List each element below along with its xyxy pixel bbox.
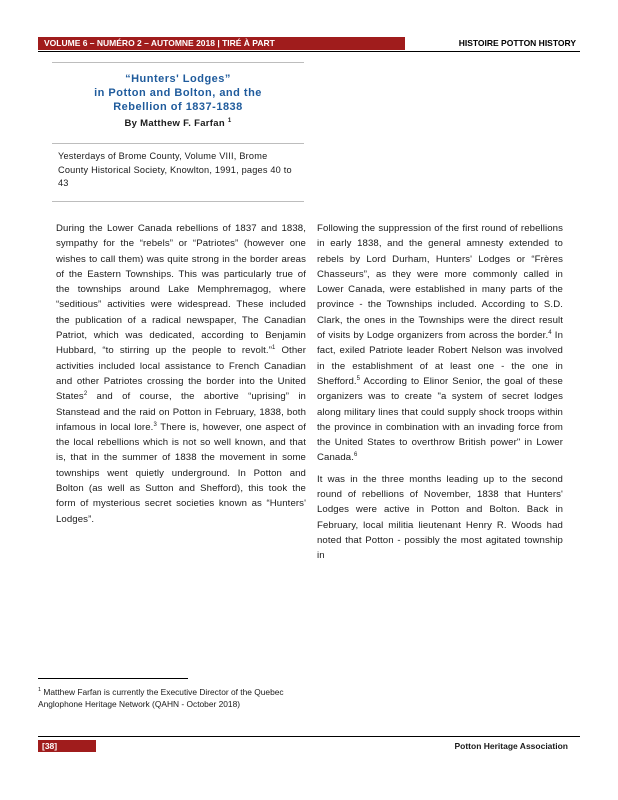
footnote-ref: 4 — [548, 329, 552, 336]
source-citation: Yesterdays of Brome County, Volume VIII, Brome County Historical Society, Knowlton, 1991, pages 40 to 43 — [52, 143, 304, 202]
footer-rule — [38, 736, 580, 737]
footnote-ref: 5 — [356, 375, 361, 382]
publication-name: HISTOIRE POTTON HISTORY — [458, 38, 576, 48]
text-run: During the Lower Canada rebellions of 1837 and 1838, sympathy for the “rebels” or “Patriotes” (however one wishes to call them) was quite strong in the border areas of the Eastern Townships. This was particularly true of the townships around Lake Memphremagog, where “seditious” activities were widespread. These included the publication of a radical newspaper, The Canadian Patriot, which was dedicated, according to Benjamin Hubbard, “to stirring up the people to revolt.” — [56, 223, 306, 357]
text-run: Other activities included local assistance to French Canadian and other Patriotes crossing the border into the United States — [56, 345, 306, 403]
footnote-text: Matthew Farfan is currently the Executive Director of the Quebec Anglophone Heritage Network (QAHN - October 2018) — [38, 686, 284, 709]
footnote-ref: 2 — [83, 391, 88, 398]
byline — [52, 118, 304, 129]
text-run: Following the suppression of the first round of rebellions in early 1838, and the general amnesty extended to rebels by Lord Durham, Hunters' Lodges or “Frères Chasseurs”, as they were more commonly called in Lower Canada, were established in many parts of the province - the Townships included. According to S.D. Clark, the ones in the Townships were the direct result of visits by Lodge organizers from across the border. — [317, 223, 563, 342]
article-title — [52, 72, 304, 114]
text-run: There is, however, one aspect of the local rebellions which is not so well known, and that is, that in the summer of 1838 the movement in some townships went quietly underground. In Potton and Bolton (as well as Sutton and Shefford), this took the form of mysterious secret societies known as “Hunters' Lodges”. — [56, 421, 306, 525]
article-title-block — [52, 62, 304, 129]
footnote-rule — [38, 678, 188, 679]
footnote — [38, 684, 298, 710]
issue-banner: VOLUME 6 – NUMÉRO 2 – AUTOMNE 2018 | TIRÉ À PART — [38, 37, 405, 50]
footnote-ref: 3 — [153, 421, 157, 428]
title-line-2: in Potton and Bolton, and the — [94, 87, 262, 99]
footnote-ref: 1 — [272, 345, 276, 352]
paragraph — [56, 221, 306, 527]
footnote-number: 1 — [38, 687, 42, 693]
title-line-1: “Hunters' Lodges” — [125, 73, 231, 85]
page-number: [38] — [38, 740, 96, 752]
paragraph — [317, 472, 563, 564]
author-name: By Matthew F. Farfan — [124, 118, 225, 130]
body-column-left — [56, 221, 306, 533]
header-rule — [38, 51, 580, 52]
page-header — [38, 37, 580, 50]
paragraph — [317, 221, 563, 466]
footnote-ref: 6 — [353, 452, 358, 459]
publisher-name: Potton Heritage Association — [454, 741, 568, 751]
body-column-right — [317, 221, 563, 570]
text-run: It was in the three months leading up to the second round of rebellions of November, 1838 that Hunters' Lodges were active in Potton and Bolton. Back in February, local militia lieutenant Henry R. Woods had noted that Potton - possibly the most agitated township in — [317, 473, 563, 562]
text-run: and of course, the abortive “uprising” in Stanstead and the raid on Potton in February, 1838, both infamous in local lore. — [56, 391, 306, 433]
text-run: According to Elinor Senior, the goal of these organizers was to create "a system of secret lodges along military lines that could supply shock troops within the province in combination with an invading force from the United States to overthrow British power" in Lower Canada. — [317, 375, 563, 464]
text-run: In fact, exiled Patriote leader Robert Nelson was involved in the establishment of at least one - the one in Shefford. — [317, 330, 563, 387]
title-line-3: Rebellion of 1837-1838 — [113, 101, 243, 113]
footnote-ref: 1 — [227, 118, 232, 124]
